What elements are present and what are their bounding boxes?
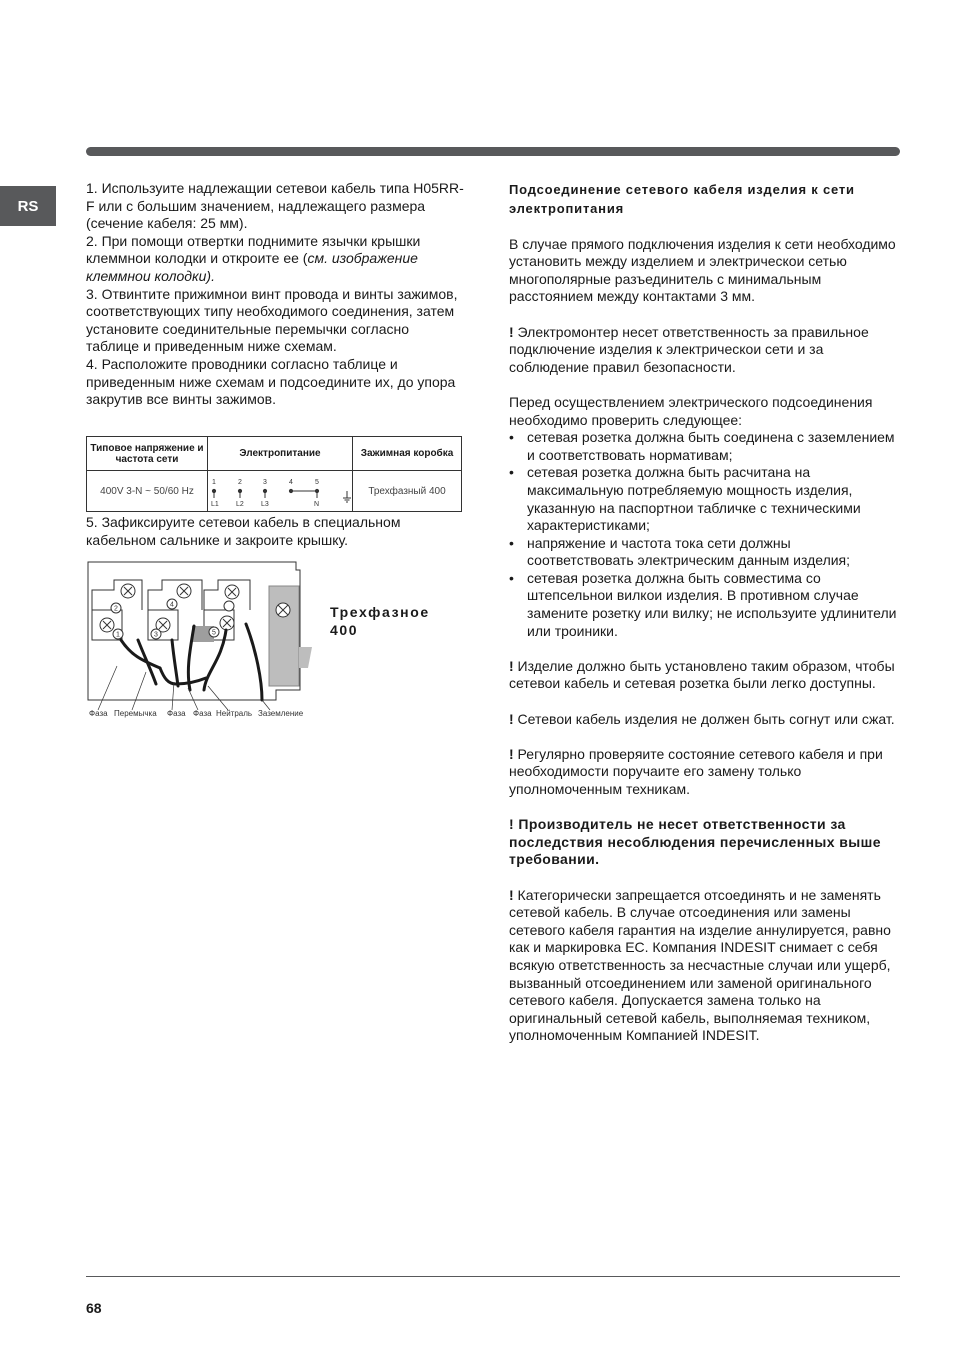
warning-mark-6: ! bbox=[509, 886, 514, 903]
bottom-rule bbox=[86, 1276, 900, 1277]
instruction-4: 4. Расположите проводники согласно таблице и приведенным ниже схемам и подсоедините их, до упора закрутив все винты зажимов. bbox=[86, 355, 456, 408]
instruction-2 bbox=[86, 233, 464, 286]
table-header-box: Зажимная коробка bbox=[353, 437, 462, 471]
left-column bbox=[86, 180, 464, 409]
list-item: • сетевая розетка должна быть соединена с заземлением и соответствовать нормативам; bbox=[509, 429, 901, 464]
warning-cable-replacement-text: Категорически запрещается отсоединять и не заменять сетевой кабель. В случае отсоединения или замены сетевого кабеля гарантия на изделие аннулируется, равно как и маркировка ЕС. Компания INDESIT снимает с себя всякую ответственность за несчастные случаи или ущерб, вызванный отсоединением или заменой оригинального сетевого кабеля. Допускается замена только на оригинальный сетевой кабель, выполняемая техником, уполномоченным Компанией INDESIT. bbox=[509, 886, 891, 1044]
instruction-2-ref: см. изображение клеммнои колодки). bbox=[86, 250, 418, 284]
diagram-title-line-1: Трехфазное bbox=[330, 604, 430, 620]
terminal-label-n: N bbox=[314, 500, 320, 508]
warning-electrician-text: Электромонтер несет ответственность за правильное подключение изделия к электрическои сети и за соблюдение правил безопасности. bbox=[509, 323, 869, 375]
warning-electrician bbox=[509, 324, 901, 377]
terminal-label-l3: L3 bbox=[261, 500, 269, 508]
terminal-num-1: 1 bbox=[212, 478, 216, 486]
list-item: • напряжение и частота тока сети должны соответствовать электрическим данным изделия; bbox=[509, 535, 901, 570]
terminal-5-label: 5 bbox=[212, 629, 216, 637]
warning-liability bbox=[509, 816, 901, 869]
warning-mark-2: ! bbox=[509, 657, 514, 674]
paragraph-checklist-intro: Перед осуществлением электрического подсоединения необходимо проверить следующее: bbox=[509, 393, 873, 428]
table-header-voltage: Типовое напряжение и частота сети bbox=[87, 437, 208, 471]
paragraph-direct-connection: В случае прямого подключения изделия к сети необходимо установить между изделием и электрическои сетью многополярные разъединитель с минимальным расстоянием между контактами 3 мм. bbox=[509, 235, 896, 305]
warning-cable-bend bbox=[509, 711, 901, 729]
instruction-1: 1. Используите надлежащии сетевои кабель типа H05RR-F или с большим значением, надлежащего размера (сечение кабеля: 25 мм). bbox=[86, 180, 464, 232]
warning-mark-3: ! bbox=[509, 710, 514, 727]
label-neutral: Нейтраль bbox=[216, 709, 253, 718]
diagram-title-line-2: 400 bbox=[330, 622, 359, 638]
label-ground: Заземление bbox=[258, 709, 304, 718]
list-item: • сетевая розетка должна быть совместима со штепсельнои вилкои изделия. В противном случае замените розетку или вилку; не используите удлинители или троиники. bbox=[509, 570, 901, 640]
checklist bbox=[509, 429, 901, 640]
terminal-block-diagram bbox=[86, 560, 316, 724]
label-phase-2: Фаза bbox=[167, 709, 186, 718]
right-column bbox=[509, 180, 901, 1045]
table-box-type: Трехфазный 400 bbox=[353, 471, 462, 512]
terminal-num-4: 4 bbox=[289, 478, 293, 486]
language-tab: RS bbox=[0, 186, 56, 226]
list-item: • сетевая розетка должна быть расчитана на максимальную потребляемую мощность изделия, указанную на паспортнои табличке с техническими характеристиками; bbox=[509, 464, 901, 534]
table-terminal-scheme bbox=[208, 471, 353, 512]
terminal-label-l1: L1 bbox=[211, 500, 219, 508]
warning-cable-check-text: Регулярно провеpяите состояние сетевого кабеля и при необходимости поручаите его замену только уполномоченным техникам. bbox=[509, 745, 883, 797]
terminal-scheme-diagram bbox=[209, 472, 351, 508]
instruction-2-text: 2. При помощи отвертки поднимите язычки крышки клеммнои колодки и откроите ее ( bbox=[86, 232, 421, 267]
terminal-num-3: 3 bbox=[263, 478, 267, 486]
label-phase-3: Фаза bbox=[193, 709, 212, 718]
warning-cable-replacement bbox=[509, 887, 901, 1045]
diagram-title bbox=[330, 603, 430, 639]
top-rule bbox=[86, 147, 900, 156]
section-heading: Подсоединение сетевого кабеля изделия к сети электропитания bbox=[509, 182, 855, 216]
warning-accessibility bbox=[509, 658, 901, 693]
terminal-2-label: 2 bbox=[114, 605, 118, 613]
warning-cable-bend-text: Сетевои кабель изделия не должен быть согнут или сжат. bbox=[513, 710, 895, 727]
table-header-supply: Электропитание bbox=[208, 437, 353, 471]
warning-accessibility-text: Изделие должно быть установлено таким образом, чтобы сетевои кабель и сетевая розетка были легко доступны. bbox=[509, 657, 895, 692]
page-number: 68 bbox=[86, 1300, 102, 1316]
warning-mark-4: ! bbox=[509, 745, 514, 762]
terminal-1-label: 1 bbox=[116, 631, 120, 639]
instruction-3: 3. Отвинтите прижимнои винт провода и винты зажимов, соответствующих типу необходимого соединения, затем установите соединительные перемычки согласно таблице и приведенным ниже схемам. bbox=[86, 285, 458, 355]
warning-liability-text: Производитель не несет ответственности за последствия несоблюдения перечисленных выше требовании. bbox=[509, 816, 881, 868]
table-voltage: 400V 3-N ~ 50/60 Hz bbox=[87, 471, 208, 512]
label-phase-1: Фаза bbox=[89, 709, 108, 718]
label-jumper: Перемычка bbox=[114, 709, 157, 718]
terminal-label-l2: L2 bbox=[236, 500, 244, 508]
connection-table bbox=[86, 436, 462, 512]
terminal-num-5: 5 bbox=[315, 478, 319, 486]
warning-mark-5: ! bbox=[509, 816, 515, 833]
instruction-5: 5. Зафиксируите сетевои кабель в специальном кабельном сальнике и закроите крышку. bbox=[86, 514, 401, 548]
terminal-4-label: 4 bbox=[170, 601, 174, 609]
warning-mark-1: ! bbox=[509, 323, 514, 340]
terminal-3-label: 3 bbox=[154, 631, 158, 639]
terminal-num-2: 2 bbox=[238, 478, 242, 486]
warning-cable-check bbox=[509, 746, 901, 799]
